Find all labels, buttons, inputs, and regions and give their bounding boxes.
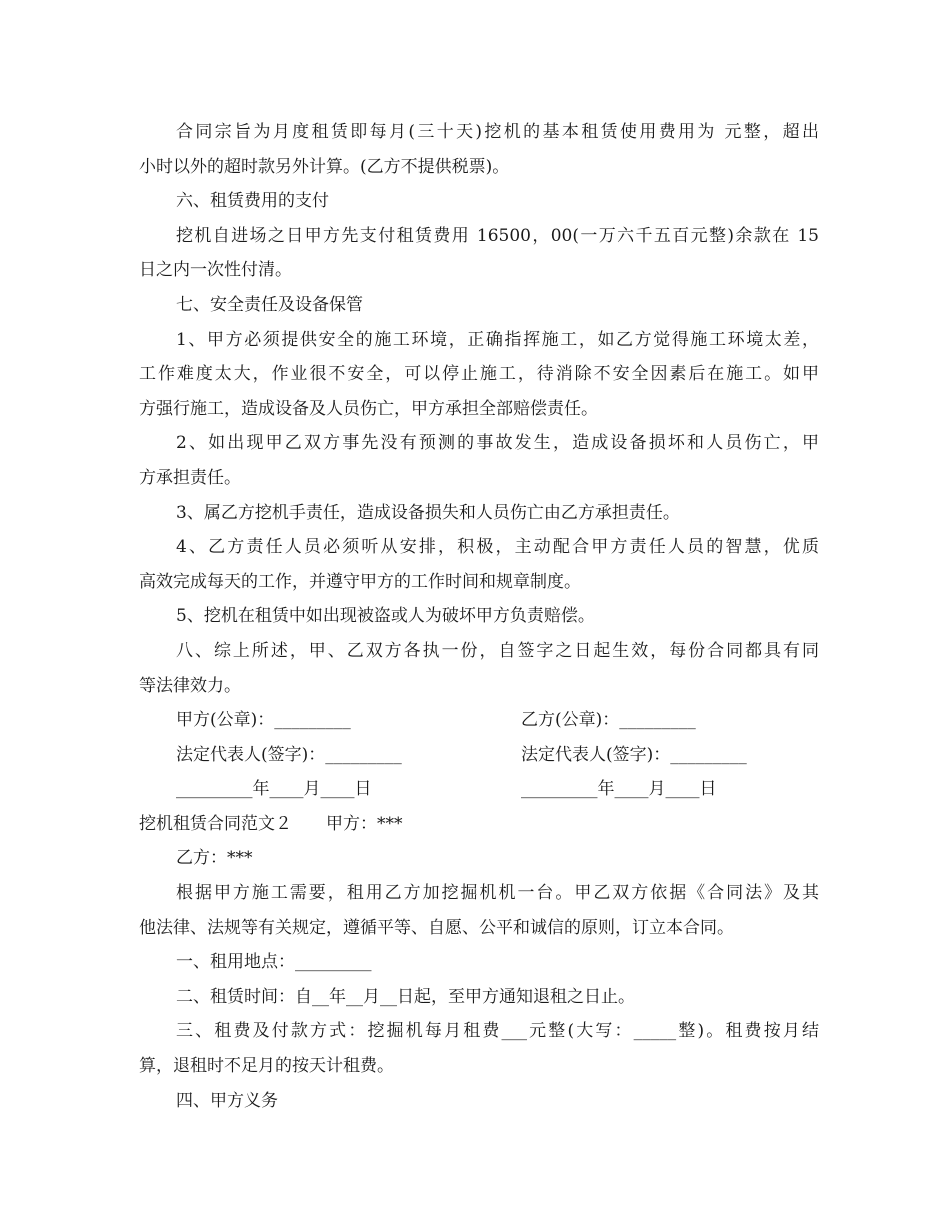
section-heading: 七、安全责任及设备保管 (176, 295, 363, 315)
paragraph-line: 等法律效力。 (139, 676, 241, 696)
paragraph-line: 小时以外的超时款另外计算。(乙方不提供税票)。 (139, 157, 510, 177)
section-heading: 四、甲方义务 (176, 1091, 278, 1111)
paragraph-line: 挖机自进场之日甲方先支付租赁费用 16500，00(一万六千五百元整)余款在 15 (176, 226, 819, 246)
clause-payment: 三、租费及付款方式：挖掘机每月租费___元整(大写：_____整)。租费按月结 (176, 1021, 819, 1041)
paragraph-line: 3、属乙方挖机手责任，造成设备损失和人员伤亡由乙方承担责任。 (176, 503, 680, 523)
paragraph-line: 根据甲方施工需要，租用乙方加挖掘机机一台。甲乙双方依据《合同法》及其 (176, 883, 819, 903)
section-heading: 六、租赁费用的支付 (176, 191, 329, 211)
party-b-representative: 法定代表人(签字)：_________ (521, 745, 747, 765)
party-b-seal: 乙方(公章)：_________ (521, 710, 696, 730)
paragraph-line: 1、甲方必须提供安全的施工环境，正确指挥施工，如乙方觉得施工环境太差， (176, 330, 819, 350)
paragraph-line: 工作难度太大，作业很不安全，可以停止施工，待消除不安全因素后在施工。如甲 (139, 364, 819, 384)
section-heading: 八、综上所述，甲、乙双方各执一份，自签字之日起生效，每份合同都具有同 (176, 641, 819, 661)
paragraph-line: 高效完成每天的工作，并遵守甲方的工作时间和规章制度。 (139, 572, 581, 592)
party-b-date: _________年____月____日 (521, 779, 717, 799)
clause-term: 二、租赁时间：自__年__月__日起，至甲方通知退租之日止。 (176, 987, 635, 1007)
party-a-date: _________年____月____日 (176, 779, 372, 799)
clause-location: 一、租用地点：_________ (176, 952, 372, 972)
paragraph-line: 2、如出现甲乙双方事先没有预测的事故发生，造成设备损坏和人员伤亡，甲 (176, 433, 819, 453)
paragraph-line: 方强行施工，造成设备及人员伤亡，甲方承担全部赔偿责任。 (139, 399, 598, 419)
paragraph-line: 4、乙方责任人员必须听从安排，积极，主动配合甲方责任人员的智慧，优质 (176, 537, 819, 557)
party-a-representative: 法定代表人(签字)：_________ (176, 745, 402, 765)
paragraph-line: 日之内一次性付清。 (139, 260, 292, 280)
paragraph-line: 算，退租时不足月的按天计租费。 (139, 1056, 394, 1076)
party-b-line: 乙方：*** (176, 848, 253, 868)
contract-title: 挖机租赁合同范文２ 甲方：*** (139, 814, 403, 834)
paragraph-line: 方承担责任。 (139, 468, 241, 488)
paragraph-line: 合同宗旨为月度租赁即每月(三十天)挖机的基本租赁使用费用为 元整，超出 (176, 122, 819, 142)
paragraph-line: 5、挖机在租赁中如出现被盗或人为破坏甲方负责赔偿。 (176, 606, 595, 626)
party-a-seal: 甲方(公章)：_________ (176, 710, 351, 730)
paragraph-line: 他法律、法规等有关规定，遵循平等、自愿、公平和诚信的原则，订立本合同。 (139, 918, 734, 938)
